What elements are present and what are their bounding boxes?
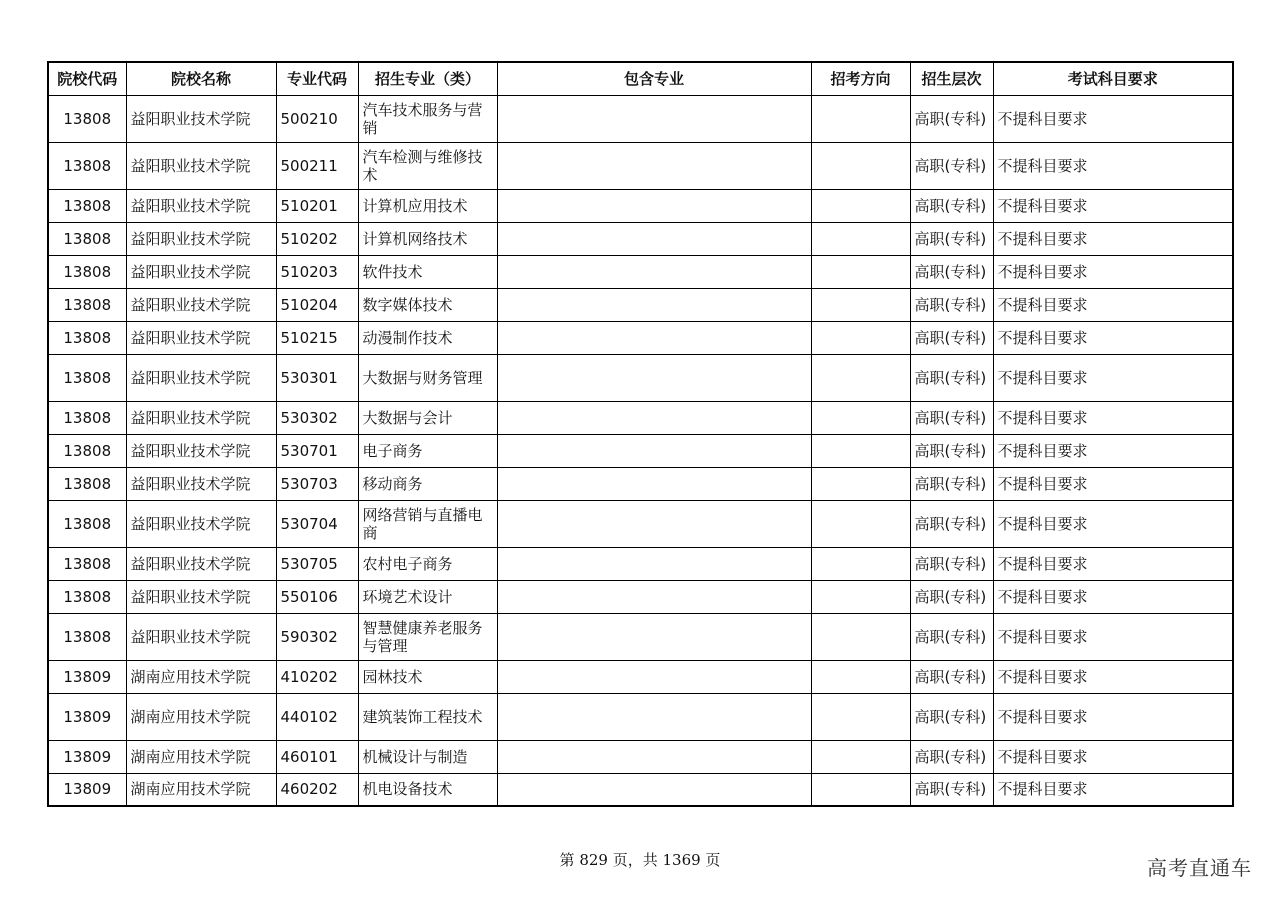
table-row [48,288,1233,321]
cell-requirement: 不提科目要求 [993,434,1233,467]
cell-direction [811,434,910,467]
cell-requirement: 不提科目要求 [993,142,1233,189]
cell-major: 建筑装饰工程技术 [358,693,497,740]
cell-school-name: 湖南应用技术学院 [126,740,276,773]
cell-requirement: 不提科目要求 [993,321,1233,354]
cell-requirement: 不提科目要求 [993,580,1233,613]
table-row [48,740,1233,773]
cell-school-code: 13808 [48,95,126,142]
cell-major-code: 510204 [276,288,358,321]
cell-includes [497,773,811,806]
cell-includes [497,95,811,142]
cell-requirement: 不提科目要求 [993,660,1233,693]
cell-major-code: 550106 [276,580,358,613]
cell-requirement: 不提科目要求 [993,95,1233,142]
cell-requirement: 不提科目要求 [993,401,1233,434]
cell-school-code: 13808 [48,321,126,354]
cell-school-name: 湖南应用技术学院 [126,693,276,740]
cell-level: 高职(专科) [910,740,993,773]
cell-requirement: 不提科目要求 [993,547,1233,580]
cell-school-code: 13809 [48,740,126,773]
cell-school-name: 益阳职业技术学院 [126,547,276,580]
cell-level: 高职(专科) [910,255,993,288]
cell-requirement: 不提科目要求 [993,773,1233,806]
table-row [48,773,1233,806]
page-number: 第 829 页，共 1369 页 [559,851,721,869]
cell-includes [497,613,811,660]
table-row [48,222,1233,255]
table-row [48,467,1233,500]
header-level: 招生层次 [910,62,993,95]
cell-level: 高职(专科) [910,95,993,142]
cell-includes [497,354,811,401]
header-requirement: 考试科目要求 [993,62,1233,95]
cell-school-name: 益阳职业技术学院 [126,467,276,500]
cell-requirement: 不提科目要求 [993,740,1233,773]
cell-level: 高职(专科) [910,401,993,434]
header-includes: 包含专业 [497,62,811,95]
cell-direction [811,500,910,547]
cell-school-code: 13808 [48,142,126,189]
cell-major: 网络营销与直播电商 [358,500,497,547]
cell-includes [497,434,811,467]
cell-school-code: 13809 [48,693,126,740]
cell-includes [497,547,811,580]
header-school-name: 院校名称 [126,62,276,95]
cell-school-code: 13808 [48,222,126,255]
cell-requirement: 不提科目要求 [993,467,1233,500]
cell-school-name: 益阳职业技术学院 [126,354,276,401]
cell-includes [497,401,811,434]
cell-direction [811,467,910,500]
cell-major-code: 510202 [276,222,358,255]
cell-school-name: 益阳职业技术学院 [126,321,276,354]
cell-major-code: 510201 [276,189,358,222]
cell-school-code: 13808 [48,354,126,401]
table-header-row [48,62,1233,95]
cell-direction [811,255,910,288]
cell-major: 计算机网络技术 [358,222,497,255]
cell-includes [497,321,811,354]
cell-direction [811,660,910,693]
cell-major-code: 460202 [276,773,358,806]
cell-direction [811,613,910,660]
cell-includes [497,467,811,500]
cell-direction [811,740,910,773]
cell-major-code: 530302 [276,401,358,434]
cell-level: 高职(专科) [910,580,993,613]
cell-includes [497,500,811,547]
table-row [48,142,1233,189]
table-row [48,434,1233,467]
cell-direction [811,321,910,354]
table-row [48,95,1233,142]
cell-major: 智慧健康养老服务与管理 [358,613,497,660]
watermark-text: 高考直通车 [1147,856,1252,880]
cell-major: 移动商务 [358,467,497,500]
cell-level: 高职(专科) [910,613,993,660]
cell-school-code: 13808 [48,288,126,321]
cell-direction [811,142,910,189]
cell-major-code: 510203 [276,255,358,288]
cell-major-code: 530301 [276,354,358,401]
cell-school-name: 益阳职业技术学院 [126,142,276,189]
cell-level: 高职(专科) [910,434,993,467]
cell-major: 汽车技术服务与营销 [358,95,497,142]
cell-school-name: 湖南应用技术学院 [126,660,276,693]
cell-requirement: 不提科目要求 [993,500,1233,547]
table-row [48,401,1233,434]
cell-direction [811,95,910,142]
cell-includes [497,142,811,189]
cell-school-name: 益阳职业技术学院 [126,95,276,142]
cell-school-code: 13808 [48,434,126,467]
table-row [48,580,1233,613]
cell-school-name: 湖南应用技术学院 [126,773,276,806]
cell-school-code: 13808 [48,613,126,660]
header-major-code: 专业代码 [276,62,358,95]
cell-school-code: 13808 [48,189,126,222]
header-school-code: 院校代码 [48,62,126,95]
cell-includes [497,189,811,222]
cell-school-code: 13808 [48,580,126,613]
cell-school-name: 益阳职业技术学院 [126,434,276,467]
table-row [48,693,1233,740]
cell-major-code: 530705 [276,547,358,580]
table-row [48,660,1233,693]
cell-major: 计算机应用技术 [358,189,497,222]
cell-major: 汽车检测与维修技术 [358,142,497,189]
table-row [48,613,1233,660]
cell-major-code: 500211 [276,142,358,189]
header-direction: 招考方向 [811,62,910,95]
cell-level: 高职(专科) [910,660,993,693]
cell-requirement: 不提科目要求 [993,255,1233,288]
cell-school-code: 13808 [48,255,126,288]
table-row [48,321,1233,354]
cell-requirement: 不提科目要求 [993,693,1233,740]
cell-includes [497,740,811,773]
cell-major-code: 530704 [276,500,358,547]
cell-school-code: 13809 [48,773,126,806]
cell-includes [497,288,811,321]
cell-direction [811,547,910,580]
cell-major: 园林技术 [358,660,497,693]
cell-major: 数字媒体技术 [358,288,497,321]
cell-level: 高职(专科) [910,288,993,321]
cell-school-name: 益阳职业技术学院 [126,255,276,288]
cell-major: 大数据与财务管理 [358,354,497,401]
cell-level: 高职(专科) [910,547,993,580]
cell-school-name: 益阳职业技术学院 [126,401,276,434]
cell-includes [497,580,811,613]
cell-major: 电子商务 [358,434,497,467]
cell-major-code: 460101 [276,740,358,773]
cell-school-name: 益阳职业技术学院 [126,580,276,613]
cell-level: 高职(专科) [910,189,993,222]
cell-level: 高职(专科) [910,467,993,500]
admissions-table [47,61,1234,807]
cell-school-code: 13808 [48,500,126,547]
cell-major: 软件技术 [358,255,497,288]
table-row [48,547,1233,580]
table-row [48,189,1233,222]
cell-school-code: 13808 [48,401,126,434]
cell-major: 动漫制作技术 [358,321,497,354]
cell-level: 高职(专科) [910,500,993,547]
cell-major-code: 530703 [276,467,358,500]
cell-major-code: 440102 [276,693,358,740]
cell-major-code: 410202 [276,660,358,693]
cell-requirement: 不提科目要求 [993,189,1233,222]
cell-includes [497,255,811,288]
cell-requirement: 不提科目要求 [993,222,1233,255]
header-major: 招生专业（类） [358,62,497,95]
cell-level: 高职(专科) [910,354,993,401]
cell-direction [811,401,910,434]
cell-direction [811,354,910,401]
cell-includes [497,660,811,693]
cell-major: 机械设计与制造 [358,740,497,773]
cell-requirement: 不提科目要求 [993,288,1233,321]
cell-school-code: 13808 [48,547,126,580]
cell-direction [811,288,910,321]
cell-level: 高职(专科) [910,773,993,806]
table-row [48,500,1233,547]
cell-includes [497,693,811,740]
cell-major: 农村电子商务 [358,547,497,580]
cell-direction [811,580,910,613]
cell-school-name: 益阳职业技术学院 [126,613,276,660]
cell-major: 机电设备技术 [358,773,497,806]
cell-direction [811,773,910,806]
table-row [48,255,1233,288]
cell-level: 高职(专科) [910,321,993,354]
cell-major-code: 530701 [276,434,358,467]
cell-includes [497,222,811,255]
cell-direction [811,693,910,740]
cell-direction [811,189,910,222]
table-row [48,354,1233,401]
cell-requirement: 不提科目要求 [993,354,1233,401]
cell-school-name: 益阳职业技术学院 [126,500,276,547]
cell-requirement: 不提科目要求 [993,613,1233,660]
cell-major-code: 510215 [276,321,358,354]
cell-school-name: 益阳职业技术学院 [126,189,276,222]
cell-school-name: 益阳职业技术学院 [126,288,276,321]
cell-school-code: 13809 [48,660,126,693]
cell-level: 高职(专科) [910,693,993,740]
cell-major: 大数据与会计 [358,401,497,434]
cell-major-code: 500210 [276,95,358,142]
cell-school-code: 13808 [48,467,126,500]
cell-level: 高职(专科) [910,142,993,189]
cell-direction [811,222,910,255]
cell-major-code: 590302 [276,613,358,660]
cell-major: 环境艺术设计 [358,580,497,613]
cell-school-name: 益阳职业技术学院 [126,222,276,255]
cell-level: 高职(专科) [910,222,993,255]
